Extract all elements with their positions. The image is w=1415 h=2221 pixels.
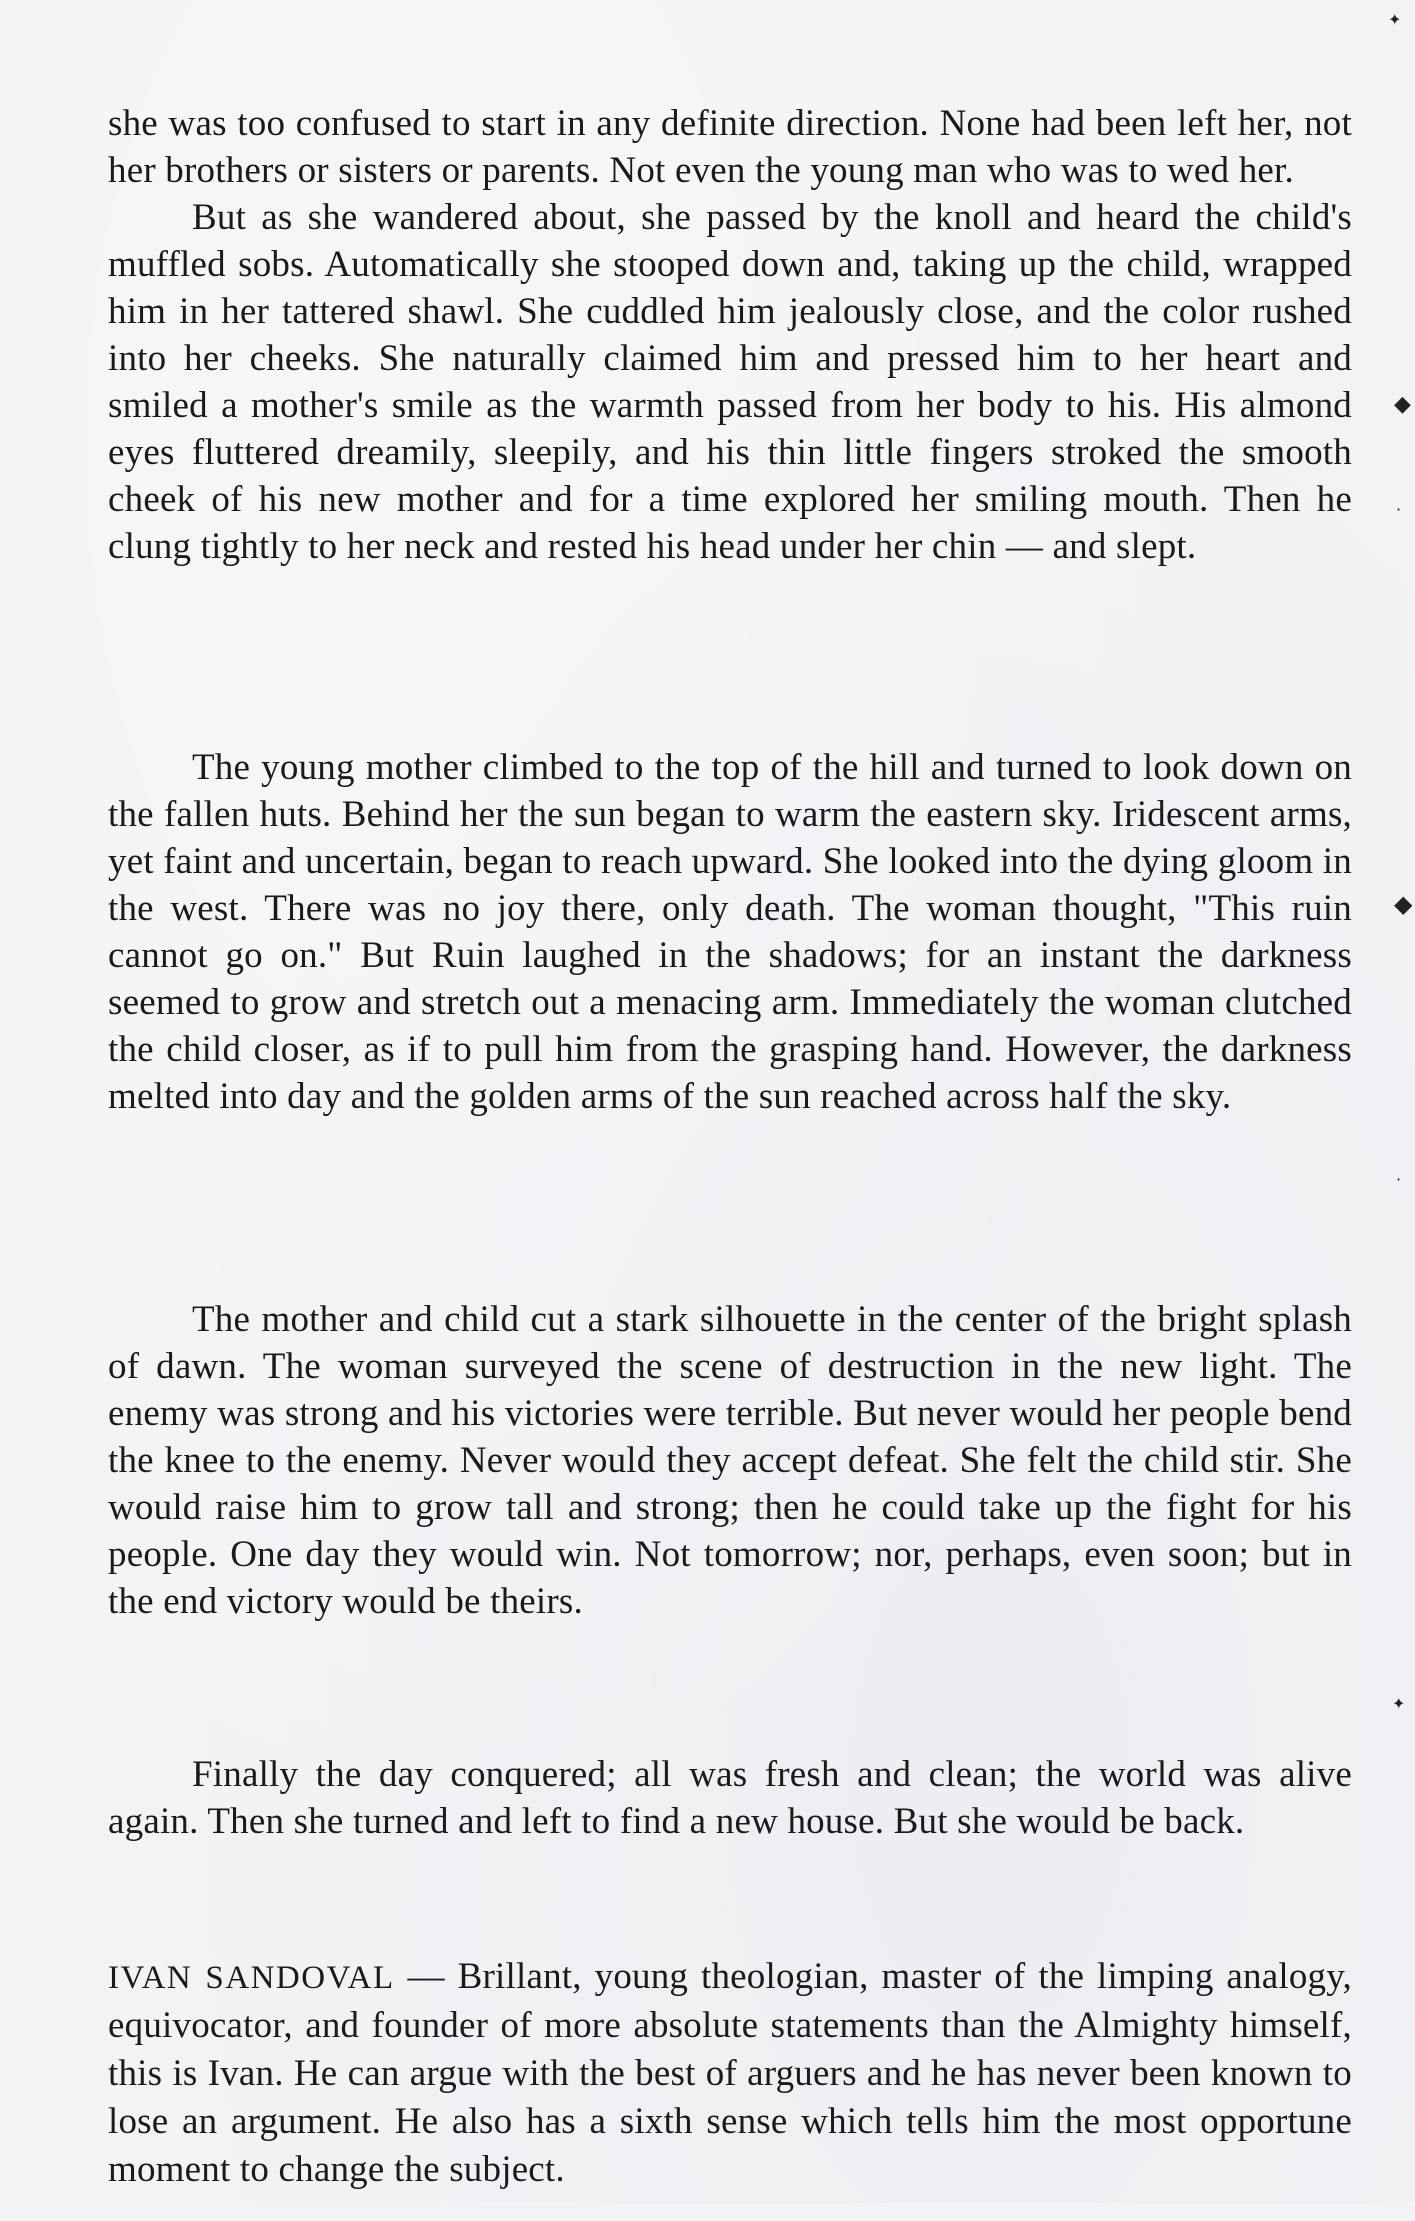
author-bio bbox=[108, 1953, 1352, 2194]
paragraph-opening bbox=[108, 100, 1352, 570]
paragraph-3: The young mother climbed to the top of the hill and turned to look down on the fallen huts. Behind her the sun began to warm the eastern sky. Iridescent arms, yet faint and uncertain, began to reach upward. She looked into the dying gloom in the west. There was no joy there, only death. The woman thought, "This ruin cannot go on." But Ruin laughed in the shadows; for an instant the darkness seemed to grow and stretch out a menacing arm. Immediately the woman clutched the child closer, as if to pull him from the grasping hand. However, the darkness melted into day and the golden arms of the sun reached across half the sky. bbox=[108, 747, 1352, 1117]
paragraph-2: But as she wandered about, she passed by the knoll and heard the child's muffled sobs. Automatically she stooped down and, taking up the child, wrapped him in her tattered shawl. She cuddled him jealously close, and the color rushed into her cheeks. She naturally claimed him and pressed him to her heart and smiled a mother's smile as the warmth passed from her body to his. His almond eyes fluttered dreamily, sleepily, and his thin little fingers stroked the smooth cheek of his new mother and for a time explored her smiling mouth. Then he clung tightly to her neck and rested his head under her chin — and slept. bbox=[108, 197, 1352, 567]
scan-mark: · bbox=[1396, 500, 1402, 519]
scan-mark: · bbox=[1396, 1170, 1402, 1189]
paragraph-sunrise-block bbox=[108, 744, 1352, 1120]
bio-text: — Brillant, young theologian, master of the limping analogy, equivocator, and founder of more absolute statements than the Almighty himself, this is Ivan. He can argue with the best of arguers and he has never been known to lose an argument. He also has a sixth sense which tells him the most opportune moment to change the subject. bbox=[108, 1956, 1352, 2190]
page-cutoff bbox=[0, 2203, 1415, 2221]
paragraph-1: she was too confused to start in any definite direction. None had been left her, not her brothers or sisters or parents. Not even the young man who was to wed her. bbox=[108, 103, 1352, 191]
paragraph-silhouette-block bbox=[108, 1296, 1352, 1625]
scan-mark: ✦ bbox=[1388, 10, 1402, 29]
bio-author-name: IVAN SANDOVAL bbox=[108, 1960, 395, 1996]
scan-mark: ✦ bbox=[1392, 1694, 1406, 1713]
paragraph-5: Finally the day conquered; all was fresh and clean; the world was alive again. Then she turned and left to find a new house. But she would be back. bbox=[108, 1754, 1352, 1842]
paragraph-conclusion-block bbox=[108, 1751, 1352, 1845]
scan-mark: ◆ bbox=[1394, 392, 1411, 417]
bio-paragraph bbox=[108, 1953, 1352, 2194]
scan-mark: ◆ bbox=[1394, 890, 1413, 918]
paragraph-4: The mother and child cut a stark silhouette in the center of the bright splash of dawn. The woman surveyed the scene of destruction in the new light. The enemy was strong and his victories were terrible. But never would her people bend the knee to the enemy. Never would they accept defeat. She felt the child stir. She would raise him to grow tall and strong; then he could take up the fight for his people. One day they would win. Not tomorrow; nor, perhaps, even soon; but in the end victory would be theirs. bbox=[108, 1299, 1352, 1622]
